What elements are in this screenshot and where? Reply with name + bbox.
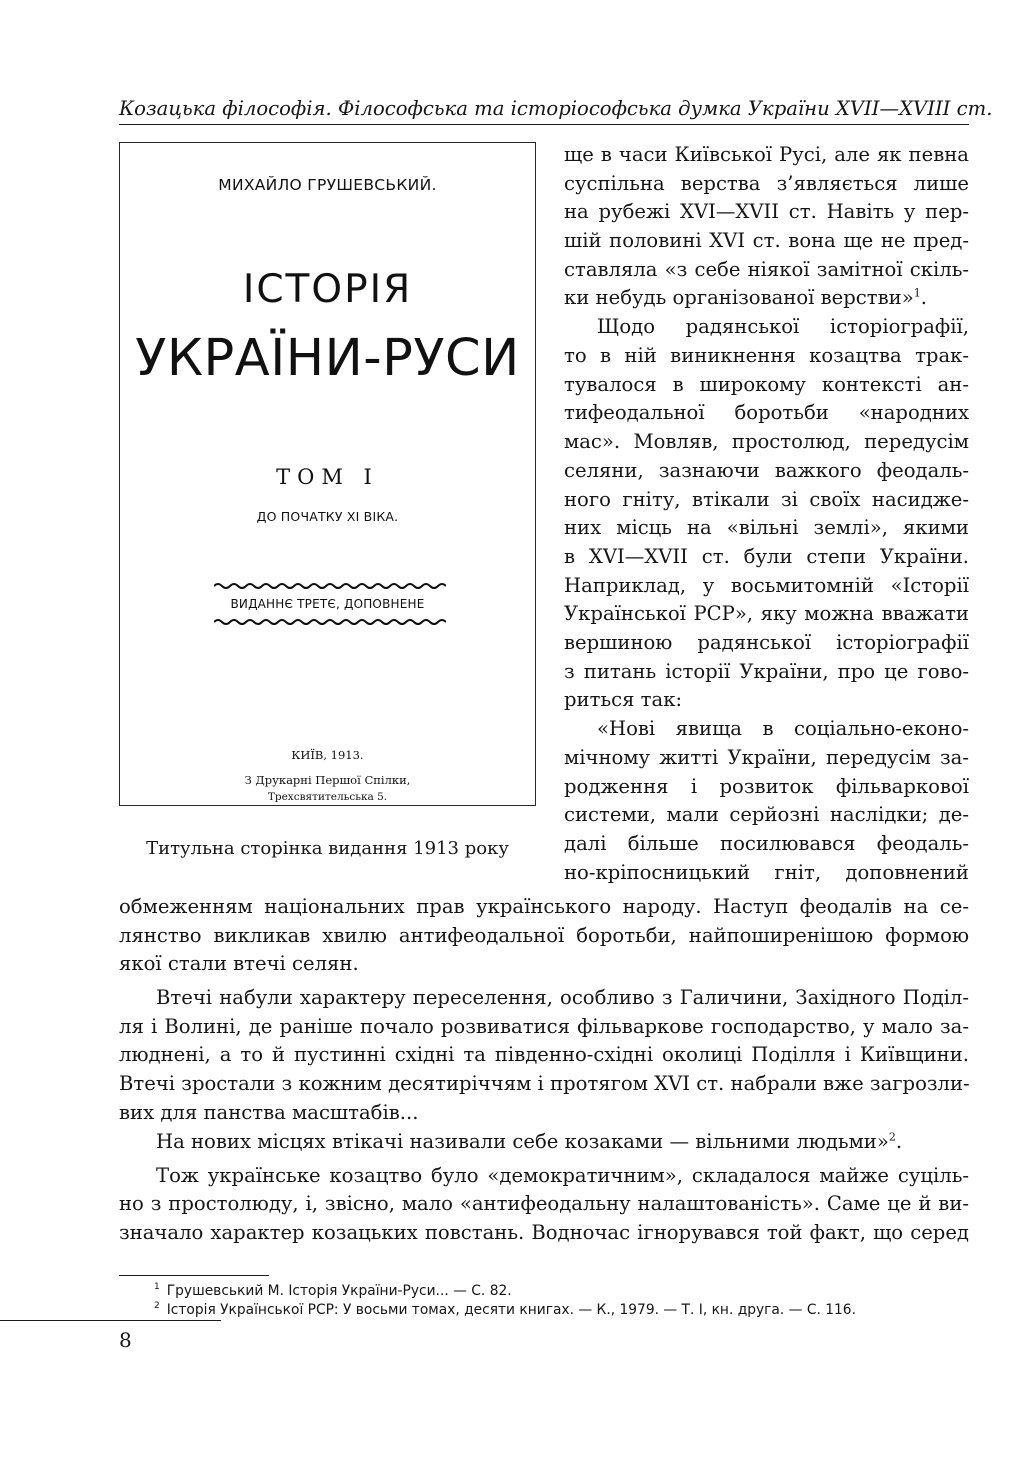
text-line: Української РСР», яку можна вважати (564, 602, 969, 625)
text-line: селяни, зазнаючи важкого феодаль- (564, 459, 969, 482)
title-page-figure (119, 142, 536, 806)
text-line: Втечі зростали з кожним десятиріччям і протягом XVI ст. набрали вже загрозли- (119, 1072, 970, 1095)
text-line: суспільна верства з’являється лише (564, 172, 969, 195)
footnote-text: Історія Української РСР: У восьми томах, десяти книгах. — К., 1979. — Т. І, кн. друга. — С. 116. (166, 1302, 856, 1318)
text-line: тувалося в широкому контексті ан- (564, 373, 969, 396)
footnote (154, 1281, 512, 1301)
text-line: На нових місцях втікачі називали себе козаками — вільними людьми»$^2$. (156, 1130, 903, 1153)
wavy-rule-top (214, 581, 446, 591)
figure-edition: ВИДАННЄ ТРЕТЄ, ДОПОВНЕНЕ (230, 597, 425, 611)
text-line: ля і Волині, де раніше почало розвиватися фільваркове господарство, у мало за- (119, 1015, 969, 1038)
text-line: вих для панства масштабів... (119, 1101, 419, 1124)
figure-title-line1: ІСТОРІЯ (242, 267, 413, 312)
text-line: но-кріпосницький гніт, доповнений (564, 861, 969, 884)
text-line-content: ки небудь організованої верстви» (564, 286, 914, 309)
wavy-rule-bottom (214, 617, 446, 627)
text-line: системи, мали серйозні наслідки; де- (564, 803, 969, 826)
footnote-number: 2 (154, 1301, 160, 1312)
figure-author: МИХАЙЛО ГРУШЕВСЬКИЙ. (218, 176, 437, 194)
text-line: далі більше посилювався феодаль- (564, 832, 969, 855)
text-line: в XVI—XVII ст. були степи України. (564, 545, 969, 568)
text-line: на рубежі XVI—XVII ст. Навіть у пер- (564, 200, 969, 223)
page-number: 8 (119, 1328, 132, 1352)
figure-title-line2: УКРАЇНИ-РУСИ (135, 329, 520, 388)
text-line: родження і розвиток фільваркової (564, 775, 969, 798)
text-line: ставляла «з себе ніякої замітної скіль- (564, 258, 969, 281)
footnote-rule (119, 1275, 269, 1276)
text-line: Втечі набули характеру переселення, особливо з Галичини, Західного Поділ- (156, 986, 969, 1009)
figure-place: КИЇВ, 1913. (291, 748, 364, 762)
figure-subtitle: ДО ПОЧАТКУ XI ВІКА. (256, 509, 399, 524)
text-line: ки небудь організованої верстви»$^1$. (564, 286, 927, 309)
running-header: Козацька філософія. Філософська та історіософська думка України XVII—XVIII ст. (119, 97, 993, 120)
text-line: Щодо радянської історіографії, (597, 315, 969, 338)
text-line: «Нові явища в соціально-еконо- (597, 717, 969, 740)
text-line: лянство викликав хвилю антифеодальної боротьби, найпоширенішою формою (119, 924, 969, 947)
text-line-content: На нових місцях втікачі називали себе козаками — вільними людьми» (156, 1130, 889, 1153)
text-line: но з простолюду, і, звісно, мало «антифеодальну налаштованість». Саме це й ви- (119, 1192, 969, 1215)
figure-volume: ТОМ І (276, 465, 379, 489)
text-line: ще в часи Київської Русі, але як певна (564, 143, 969, 166)
figure-caption: Титульна сторінка видання 1913 року (146, 838, 509, 859)
text-line: мас». Мовляв, простолюд, передусім (564, 430, 969, 453)
figure-address: Трехсвятительська 5. (267, 791, 388, 803)
footnote-ref: 2 (888, 1130, 896, 1144)
text-line: з питань історії України, про це гово- (564, 660, 969, 683)
footnote (154, 1300, 856, 1320)
text-line: ного гніту, втікали зі своїх насидже- (564, 488, 969, 511)
text-line: то в ній виникнення козацтва трак- (564, 344, 969, 367)
text-line: них місць на «вільні землі», якими (564, 516, 969, 539)
text-line: вершиною радянської історіографії (564, 631, 969, 654)
text-line: значало характер козацьких повстань. Водночас ігнорувався той факт, що серед (119, 1221, 969, 1244)
text-line: тифеодальної боротьби «народних (564, 401, 969, 424)
figure-printer: З Друкарні Першої Спілки, (244, 773, 411, 787)
text-line: шій половині XVI ст. вона ще не пред- (564, 229, 969, 252)
header-rule (119, 124, 969, 125)
text-line: якої стали втечі селян. (119, 952, 359, 975)
footnote-ref: 1 (913, 286, 921, 300)
text-line: риться так: (564, 688, 683, 711)
footnote-number: 1 (154, 1282, 160, 1293)
text-line: Тож українське козацтво було «демократичним», складалося майже суціль- (156, 1164, 969, 1187)
text-line: Наприклад, у восьмитомній «Історії (564, 574, 969, 597)
text-line: обмеженням національних прав українського народу. Наступ феодалів на се- (119, 895, 969, 918)
footnote-text: Грушевський М. Історія України-Руси... — С. 82. (166, 1283, 512, 1299)
folio-rule (0, 1320, 221, 1321)
text-line: мічному житті України, передусім за- (564, 746, 969, 769)
text-line: люднені, а то й пустинні східні та південно-східні околиці Поділля і Київщини. (119, 1043, 969, 1066)
